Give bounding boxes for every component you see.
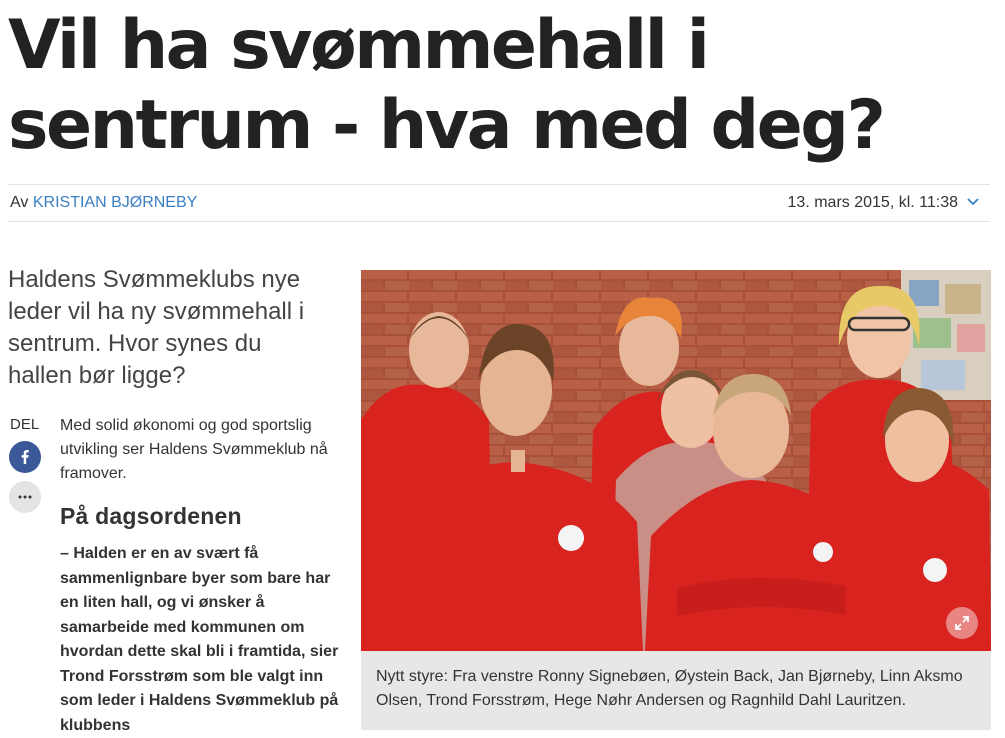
article-paragraph: Med solid økonomi og god sportslig utvikling ser Haldens Svømmeklub nå framover. xyxy=(60,417,328,482)
author-link[interactable]: KRISTIAN BJØRNEBY xyxy=(32,194,198,211)
publish-date: 13. mars 2015, kl. 11:38 xyxy=(787,194,958,211)
share-label: DEL xyxy=(10,416,40,433)
expand-icon xyxy=(954,615,970,631)
more-icon xyxy=(18,495,32,499)
byline xyxy=(10,194,197,212)
article-photo[interactable] xyxy=(361,270,991,651)
article-subheading: På dagsordenen xyxy=(60,503,242,529)
article-figure xyxy=(361,270,991,730)
share-panel xyxy=(9,416,43,513)
facebook-icon xyxy=(17,449,33,465)
expand-image-button[interactable] xyxy=(946,607,978,639)
photo-caption: Nytt styre: Fra venstre Ronny Signebøen, Øystein Back, Jan Bjørneby, Linn Aksmo Olsen, Trond Forsstrøm, Hege Nøhr Andersen og Ragnhild Dahl Lauritzen. xyxy=(361,651,991,730)
share-more-button[interactable] xyxy=(9,481,41,513)
article-headline: Vil ha svømmehall i sentrum - hva med deg? xyxy=(8,6,884,165)
article-quote: – Halden er en av svært få sammenlignbare byer som bare har en liten hall, og vi ønsker å samarbeide med kommunen om hvordan dette skal bli i framtida, sier Trond Forsstrøm som ble valgt inn som leder i Haldens Svømmeklub på klubbens xyxy=(60,545,339,734)
group-photo-illustration xyxy=(361,270,991,651)
chevron-down-icon[interactable] xyxy=(966,195,980,209)
article-body xyxy=(60,414,345,738)
byline-prefix: Av xyxy=(10,194,29,211)
article-lead: Haldens Svømmeklubs nye leder vil ha ny svømmehall i sentrum. Hvor synes du hallen bør ligge? xyxy=(8,266,305,389)
share-facebook-button[interactable] xyxy=(9,441,41,473)
byline-bar xyxy=(8,184,990,222)
